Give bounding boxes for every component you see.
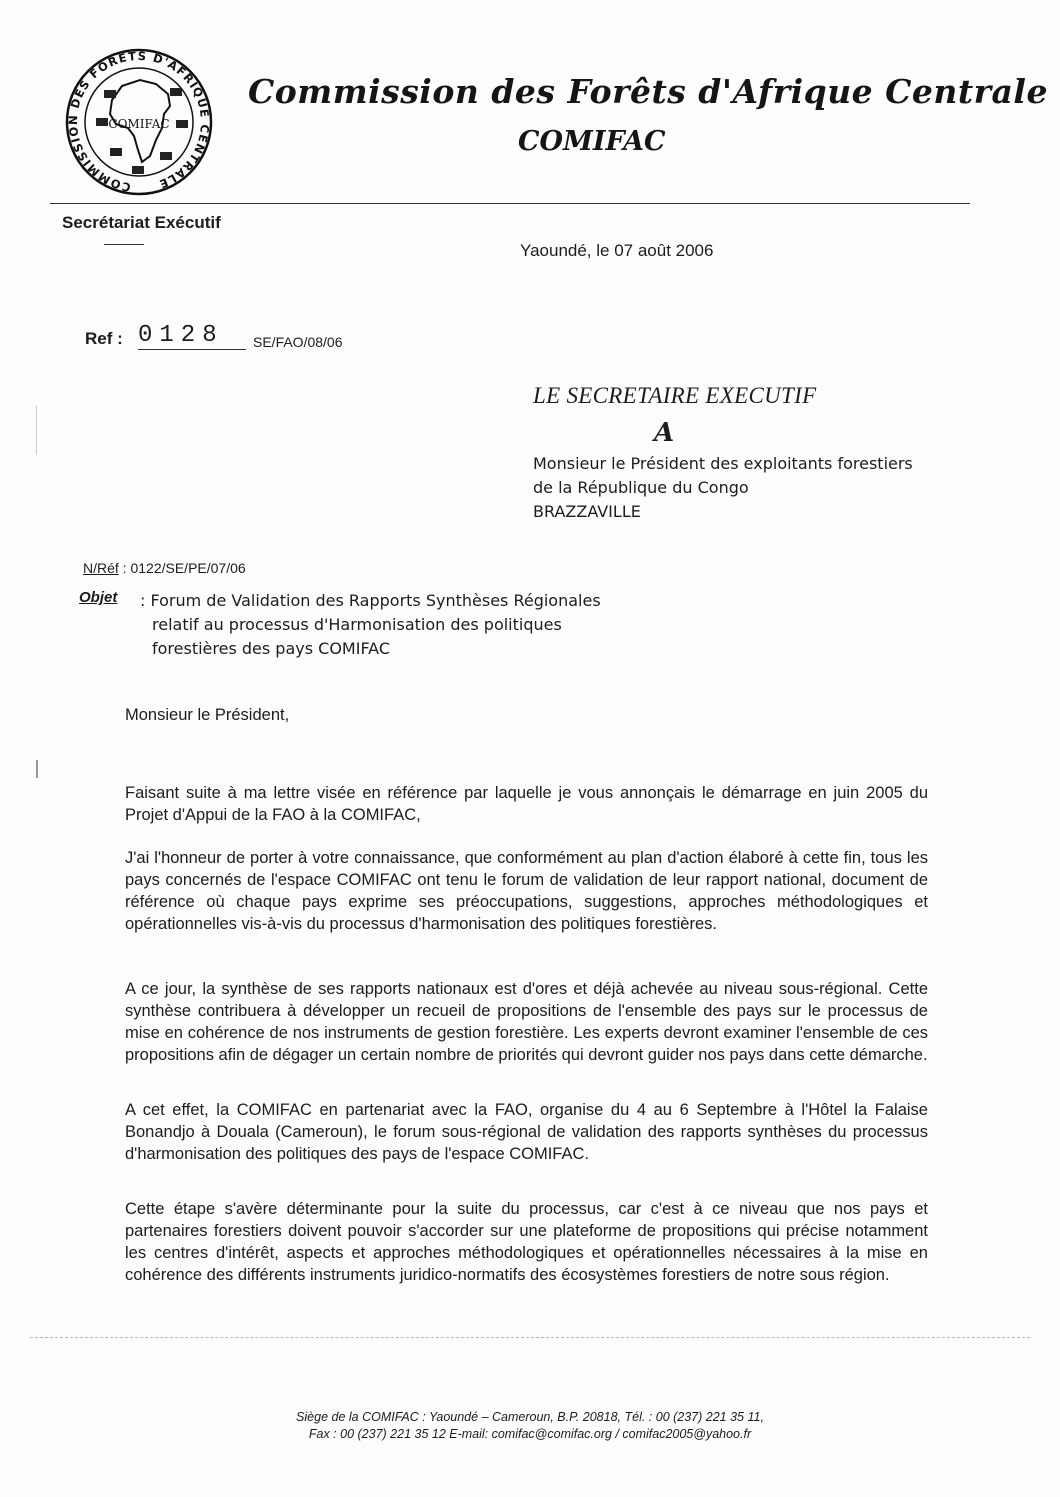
reference-number: 0128 [138, 322, 246, 350]
subject-line: relatif au processus d'Harmonisation des politiques [152, 615, 562, 634]
organization-name: Commission des Forêts d'Afrique Centrale [248, 72, 1048, 111]
salutation: Monsieur le Président, [125, 706, 290, 724]
footer-address: Siège de la COMIFAC : Yaoundé – Cameroun, B.P. 20818, Tél. : 00 (237) 221 35 11, [296, 1410, 764, 1424]
seal-center-text: COMIFAC [108, 117, 170, 131]
subject-text [140, 589, 620, 661]
body-paragraph: Cette étape s'avère déterminante pour la suite du processus, car c'est à ce niveau que nos pays et partenaires forestiers doivent pouvoir s'accorder sur une plateforme de propositions qui précise notamment les centres d'intérêt, aspects et approches méthodologiques et opérationnelles nécessaires à la mise en cohérence des différents instruments juridico-normatifs des écosystèmes forestiers de notre sous région. [125, 1200, 928, 1284]
scan-artifact-line [30, 1337, 1030, 1338]
comifac-seal-logo [44, 44, 234, 196]
recipient-line: de la République du Congo [533, 478, 749, 497]
footer-contact: Fax : 00 (237) 221 35 12 E-mail: comifac@comifac.org / comifac2005@yahoo.fr [308, 1427, 752, 1441]
body-paragraph: J'ai l'honneur de porter à votre connaissance, que conformément au plan d'action élaboré à cette fin, tous les pays concernés de l'espace COMIFAC ont tenu le forum de validation de leur rapport national, document de référence où chaque pays exprime ses préoccupations, suggestions, approches méthodologiques et opérationnelles vis-à-vis du processus d'harmonisation des politiques forestières. [125, 849, 928, 933]
body-paragraph: A cet effet, la COMIFAC en partenariat avec la FAO, organise du 4 au 6 Septembre à l'Hôtel la Falaise Bonandjo à Douala (Cameroun), le forum sous-régional de validation des rapports synthèses du processus d'harmonisation des politiques des pays de l'espace COMIFAC. [125, 1101, 928, 1163]
our-reference [83, 560, 246, 576]
organization-abbreviation: COMIFAC [518, 126, 666, 157]
reference-label: Ref : [85, 329, 123, 348]
body-paragraph: Faisant suite à ma lettre visée en référence par laquelle je vous annonçais le démarrage en juin 2005 du Projet d'Appui de la FAO à la COMIFAC, [125, 784, 928, 824]
body-paragraph: A ce jour, la synthèse de ses rapports nationaux est d'ores et déjà achevée au niveau sous-régional. Cette synthèse contribuera à développer un recueil de propositions de l'ensemble des pays sur le processus de mise en cohérence de nos instruments de gestion forestière. Les experts devront examiner l'ensemble de ces propositions afin de dégager un certain nombre de priorités qui devront guider nos pays dans cette démarche. [125, 980, 928, 1064]
recipient-to: A [654, 418, 675, 448]
our-reference-value: : 0122/SE/PE/07/06 [118, 560, 246, 576]
subject-line: forestières des pays COMIFAC [152, 639, 391, 658]
secretariat-underline [104, 244, 144, 245]
secretariat-label: Secrétariat Exécutif [62, 213, 221, 232]
recipient-line: BRAZZAVILLE [533, 502, 641, 521]
seal-ring-text: COMMISSION DES FORETS D'AFRIQUE CENTRALE [65, 48, 213, 195]
scan-artifact-mark [36, 760, 38, 778]
recipient-address [533, 452, 913, 524]
reference-code: SE/FAO/08/06 [253, 334, 343, 350]
header-divider [50, 203, 970, 204]
subject-label: Objet [79, 589, 118, 606]
place-date: Yaoundé, le 07 août 2006 [520, 241, 714, 260]
sender-title: LE SECRETAIRE EXECUTIF [533, 383, 817, 408]
recipient-line: Monsieur le Président des exploitants forestiers [533, 454, 913, 473]
our-reference-label: N/Réf [83, 560, 119, 576]
subject-line: : Forum de Validation des Rapports Synthèses Régionales [140, 591, 601, 610]
scan-artifact-mark [36, 405, 37, 455]
